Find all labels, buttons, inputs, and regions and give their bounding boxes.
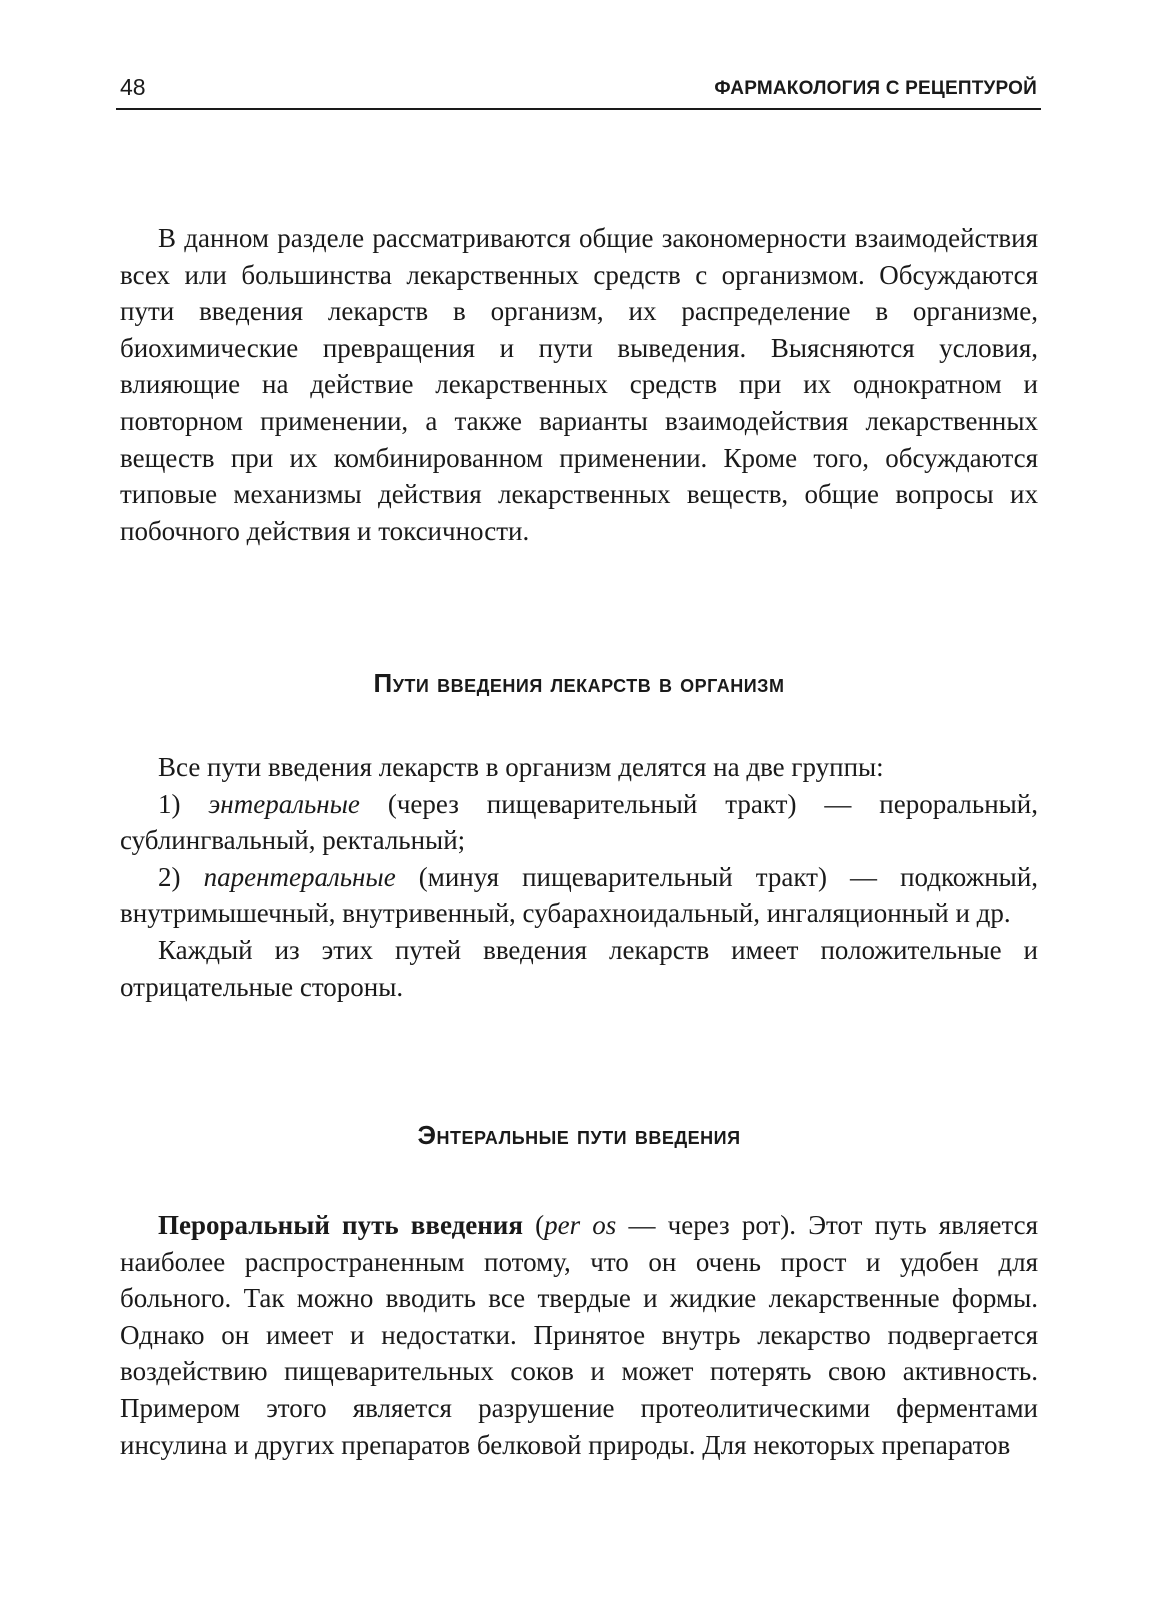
routes-lead: Все пути введения лекарств в организм делятся на две группы: [158, 752, 884, 782]
term-enteral: энтеральные [208, 788, 360, 819]
list-number: 2) [158, 861, 181, 892]
section-heading-enteral: Энтеральные пути введения [417, 1120, 741, 1150]
list-item-text: (минуя пищеварительный тракт) — подкожный, внутримышечный, внутривенный, субарахноидальный, ингаляционный и др. [120, 861, 1039, 929]
page-number: 48 [120, 74, 146, 100]
peroral-text: Этот путь является наиболее распространенным потому, что он очень прост и удобен для больного. Так можно вводить все твердые и жидкие лекарственные формы. Однако он имеет и недостатки. Принятое внутрь лекарство подвергается воздействию пищеварительных соков и может потерять свою активность. Примером этого является разрушение протеолитическими ферментами инсулина и других препаратов белковой природы. Для некоторых препаратов [120, 1210, 1039, 1460]
list-number: 1) [158, 788, 181, 819]
term-peroral: Пероральный путь введения [158, 1210, 523, 1240]
section-heading-routes: Пути введения лекарств в организм [373, 668, 785, 698]
running-header [116, 72, 1041, 110]
paren-open: ( [535, 1210, 545, 1240]
list-item-text: (через пищеварительный тракт) — пероральный, сублингвальный, ректальный; [120, 788, 1038, 856]
list-item-enteral [120, 786, 1038, 859]
peroral-section [120, 1207, 1038, 1463]
latin-term: per os [544, 1210, 617, 1240]
intro-paragraph: В данном разделе рассматриваются общие закономерности взаимодействия всех или большинства лекарственных средств с организмом. Обсуждаются пути введения лекарств в организм, их распределение в организме, биохимические превращения и пути выведения. Выясняются условия, влияющие на действие лекарственных средств при их однократном и повторном применении, а также варианты взаимодействия лекарственных веществ при их комбинированном применении. Кроме того, обсуждаются типовые механизмы действия лекарственных веществ, общие вопросы их побочного действия и токсичности. [120, 223, 1038, 546]
routes-closing: Каждый из этих путей введения лекарств имеет положительные и отрицательные стороны. [120, 934, 1038, 1002]
term-parenteral: парентеральные [203, 861, 396, 892]
routes-section [120, 749, 1038, 1005]
peroral-paragraph [120, 1207, 1038, 1463]
paren-rest: — через рот). [628, 1210, 797, 1240]
list-item-parenteral [120, 859, 1038, 932]
book-title: ФАРМАКОЛОГИЯ С РЕЦЕПТУРОЙ [714, 78, 1037, 99]
intro-section [120, 220, 1038, 549]
